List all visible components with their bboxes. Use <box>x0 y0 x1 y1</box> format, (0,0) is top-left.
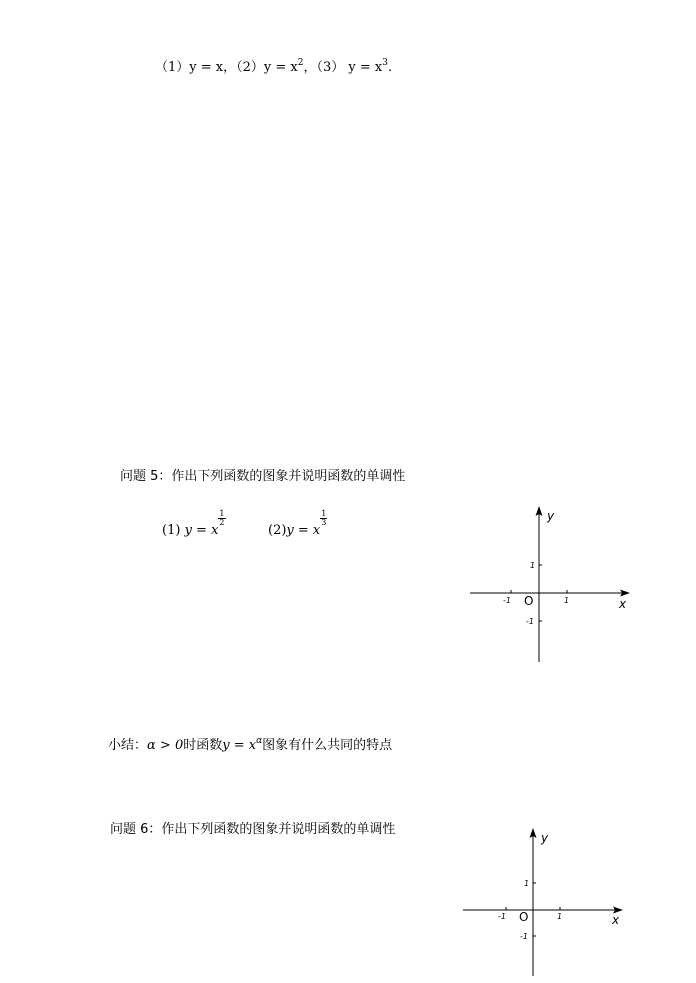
summary-condition: α > 0 <box>147 738 184 753</box>
y-tick-neg-label-2: -1 <box>520 932 528 941</box>
f2-denominator: 3 <box>321 518 327 527</box>
summary-prefix: 小结： <box>108 738 148 753</box>
f1-numerator: 1 <box>219 509 225 518</box>
exponent-3: 3 <box>382 58 388 68</box>
origin-label: O <box>524 594 534 608</box>
x-tick-pos-label: 1 <box>564 596 570 605</box>
f2-base: y = x <box>286 523 321 538</box>
y-tick-pos-label-2: 1 <box>524 879 530 888</box>
f1-index: (1) <box>162 523 181 538</box>
y-tick-neg-label: -1 <box>526 617 534 626</box>
summary-mid: 时函数 <box>183 738 223 753</box>
problem-6-title: 问题 6：作出下列函数的图象并说明函数的单调性 <box>110 822 396 837</box>
problem-5-function-2 <box>268 510 327 538</box>
y-axis-label-2: y <box>541 831 549 845</box>
f2-exponent-fraction <box>320 510 327 527</box>
x-axis-label-2: x <box>612 913 620 927</box>
f1-exponent-fraction <box>218 510 225 527</box>
problem-5-title: 问题 5：作出下列函数的图象并说明函数的单调性 <box>120 469 406 484</box>
origin-label-2: O <box>519 910 529 924</box>
f2-numerator: 1 <box>321 509 327 518</box>
summary-suffix: 图象有什么共同的特点 <box>262 738 393 753</box>
problem-5-function-1 <box>162 510 226 538</box>
f1-denominator: 2 <box>219 518 225 527</box>
x-tick-neg-label: -1 <box>503 596 511 605</box>
x-axis-label: x <box>619 597 627 611</box>
axes-diagram-2 <box>459 824 629 980</box>
f1-base: y = x <box>184 523 219 538</box>
summary-function-exponent: α <box>256 736 263 746</box>
func-1-2-text: （1）y = x，（2）y = x <box>155 60 298 75</box>
axes-diagram-1 <box>466 502 636 666</box>
f2-index: (2) <box>268 523 287 538</box>
summary-line <box>108 734 392 753</box>
period: . <box>387 60 393 75</box>
power-functions-line <box>155 56 392 75</box>
x-tick-neg-label-2: -1 <box>498 912 506 921</box>
y-tick-pos-label: 1 <box>530 561 536 570</box>
x-tick-pos-label-2: 1 <box>557 912 563 921</box>
y-axis-label: y <box>547 509 555 523</box>
exponent-2: 2 <box>297 58 304 68</box>
func-3-text: ，（3） y = x <box>303 60 383 75</box>
summary-function-base: y = x <box>222 738 257 753</box>
